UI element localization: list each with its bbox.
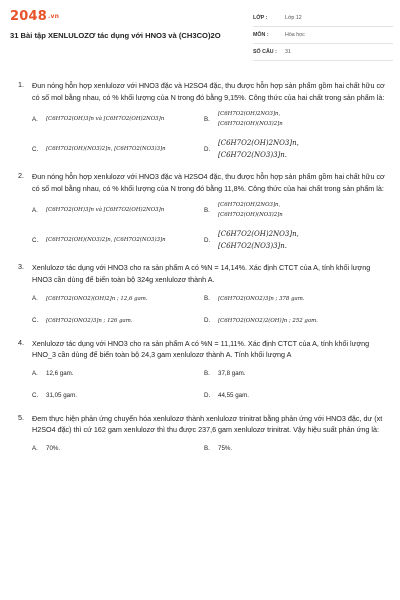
answer-option-b[interactable]	[204, 109, 376, 129]
option-letter: C.	[32, 236, 39, 244]
question-item	[18, 80, 390, 161]
option-letter: C.	[32, 145, 39, 153]
answer-option-b[interactable]	[204, 292, 376, 306]
answer-option-c[interactable]	[32, 314, 204, 328]
answer-option-a[interactable]	[32, 367, 204, 381]
meta-row-count	[253, 44, 393, 61]
answer-option-a[interactable]	[32, 200, 204, 220]
question-item	[18, 262, 390, 327]
answer-options	[32, 200, 390, 252]
option-letter: B.	[204, 370, 210, 378]
option-letter: B.	[204, 445, 210, 453]
option-line: [C6H7O2(NO3)3]n.	[218, 151, 287, 160]
option-text: [C6H7O2(OH)3]n và [C6H7O2(OH)2NO3]n	[46, 207, 165, 214]
meta-table	[253, 10, 393, 61]
answer-options	[32, 292, 390, 328]
answer-option-c[interactable]	[32, 389, 204, 403]
option-letter: D.	[204, 236, 211, 244]
option-letter: A.	[32, 445, 38, 453]
answer-option-c[interactable]	[32, 228, 204, 252]
meta-value: Hóa học	[285, 32, 305, 38]
option-line: [C6H7O2(OH)2NO3]n,	[218, 202, 281, 209]
option-text	[218, 200, 283, 220]
option-line: [C6H7O2(OH)2NO3]n,	[218, 230, 299, 239]
option-text: [C6H7O2(OH)3]n và [C6H7O2(OH)2NO3]n	[46, 116, 165, 123]
option-text: [C6H7O2(ONO2)(OH)2]n ; 12,6 gam.	[46, 295, 148, 302]
option-text: [C6H7O2(ONO2)3]n ; 378 gam.	[218, 295, 305, 302]
option-text	[218, 137, 299, 161]
option-letter: A.	[32, 206, 38, 214]
answer-option-d[interactable]	[204, 389, 376, 403]
option-letter: A.	[32, 295, 38, 303]
option-line: [C6H7O2(OH)(NO3)2]n	[218, 121, 283, 128]
answer-option-d[interactable]	[204, 137, 376, 161]
option-line: [C6H7O2(NO3)3]n.	[218, 242, 287, 251]
question-text: Đun nóng hỗn hợp xenlulozơ với HNO3 đặc và H2SO4 đặc, thu được hỗn hợp sản phẩm gồm hai chất hữu cơ có số mol bằng nhau, có % khối lượng của N trong đó bằng 11,8%. Công thức của hai chất trong sản phẩm là:	[32, 172, 385, 193]
question-text: Xenlulozơ tác dụng với HNO3 cho ra sản phẩm A có %N = 11,11%. Xác định CTCT của A, tính khối lượng HNO_3 cần dùng để biến toàn bộ 24,3 gam xenlulozơ thành A. Tính khối lượng A	[32, 338, 370, 360]
option-text: [C6H7O2(OH)(NO3)2]n, [C6H7O2(NO3)3]n	[46, 146, 166, 153]
option-text: [C6H7O2(OH)(NO3)2]n, [C6H7O2(NO3)3]n	[46, 237, 166, 244]
question-item	[18, 338, 390, 403]
answer-option-b[interactable]	[204, 200, 376, 220]
logo-suffix: .vn	[47, 13, 60, 20]
option-text	[218, 109, 283, 129]
meta-key: LỚP :	[253, 15, 268, 21]
option-text: 70%.	[46, 445, 61, 453]
option-letter: B.	[204, 115, 210, 123]
option-text: 37,8 gam.	[218, 370, 246, 378]
question-text: Đun nóng hỗn hợp xenlulozơ với HNO3 đặc và H2SO4 đặc, thu được hỗn hợp sản phẩm gồm hai chất hữu cơ có số mol bằng nhau, có % khối lượng của N trong đó bằng 9,15%. Công thức của hai chất trong sản phẩm là:	[32, 81, 385, 102]
question-number: 4.	[18, 337, 24, 347]
option-letter: A.	[32, 370, 38, 378]
meta-value: Lớp 12	[285, 15, 302, 21]
answer-option-d[interactable]	[204, 314, 376, 328]
option-letter: C.	[32, 317, 39, 325]
option-text: 75%.	[218, 445, 233, 453]
meta-row-subject	[253, 27, 393, 44]
meta-value: 31	[285, 49, 291, 55]
question-list	[18, 80, 390, 466]
answer-options	[32, 442, 390, 456]
option-letter: D.	[204, 392, 211, 400]
option-letter: B.	[204, 295, 210, 303]
answer-option-d[interactable]	[204, 228, 376, 252]
question-number: 2.	[18, 171, 24, 181]
option-line: [C6H7O2(OH)2NO3]n,	[218, 139, 299, 148]
option-letter: A.	[32, 115, 38, 123]
answer-option-a[interactable]	[32, 292, 204, 306]
question-text: Đem thực hiện phản ứng chuyển hóa xenlulozơ thành xenlulozơ trinitrat bằng phản ứng với HNO3 đặc, dư (xt H2SO4 đặc) thì cứ 162 gam xenlulozơ thì thu được 237,6 gam xenlulozơ trinitrat. Vậy hiệu suất phản ứng là:	[32, 413, 383, 435]
site-logo[interactable]	[10, 9, 59, 24]
answer-option-b[interactable]	[204, 442, 376, 456]
answer-option-b[interactable]	[204, 367, 376, 381]
option-text: 31,05 gam.	[46, 392, 77, 400]
logo-text: 2048	[10, 9, 47, 24]
question-number: 3.	[18, 262, 24, 272]
option-text: [C6H7O2(ONO2)3]n ; 126 gam.	[46, 317, 133, 324]
answer-options	[32, 109, 390, 161]
question-number: 1.	[18, 80, 24, 89]
option-letter: D.	[204, 145, 211, 153]
option-line: [C6H7O2(OH)2NO3]n,	[218, 111, 281, 118]
option-letter: B.	[204, 206, 210, 214]
option-text: [C6H7O2(ONO2)2(OH)]n ; 252 gam.	[218, 317, 318, 324]
question-text: Xenlulozơ tác dụng với HNO3 cho ra sản phẩm A có %N = 14,14%. Xác định CTCT của A, tính khối lượng HNO3 cần dùng để biến toàn bộ 324g xenlulozơ thành A.	[32, 263, 371, 284]
option-text	[218, 228, 299, 252]
answer-option-a[interactable]	[32, 109, 204, 129]
meta-key: MÔN :	[253, 32, 269, 38]
answer-options	[32, 367, 390, 403]
header	[0, 0, 400, 62]
option-letter: D.	[204, 317, 211, 325]
option-text: 12,6 gam.	[46, 370, 74, 378]
meta-key: SỐ CÂU :	[253, 49, 277, 55]
option-line: [C6H7O2(OH)(NO3)2]n	[218, 212, 283, 219]
answer-option-a[interactable]	[32, 442, 204, 456]
meta-row-class	[253, 10, 393, 27]
document-title: 31 Bài tập XENLULOZƠ tác dụng với HNO3 và (CH3CO)2O	[10, 31, 221, 40]
option-text: 44,55 gam.	[218, 392, 249, 400]
question-number: 5.	[18, 412, 24, 422]
option-letter: C.	[32, 392, 39, 400]
answer-option-c[interactable]	[32, 137, 204, 161]
question-item	[18, 413, 390, 456]
question-item	[18, 171, 390, 252]
